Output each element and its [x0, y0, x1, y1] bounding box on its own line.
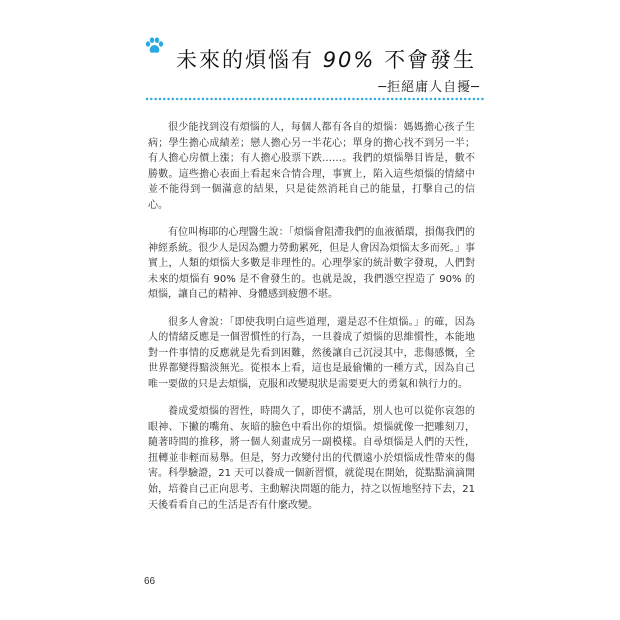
- page-number: 66: [144, 576, 156, 587]
- title-suffix: 不會發生: [384, 48, 477, 72]
- article-body: [148, 120, 475, 525]
- paragraph: 很多人會說：「即使我明白這些道理，還是忍不住煩惱。」的確，因為人的情緒反應是一個習慣性的行為，一旦養成了煩惱的思維慣性，本能地對一件事情的反應就是先看到困難，然後讓自己沉浸其中，悲傷感慨，全世界都變得黯淡無光。從根本上看，這也是最偷懶的一種方式，因為自己唯一要做的只是去煩惱，克服和改變現狀是需要更大的勇氣和執行力的。: [148, 316, 475, 390]
- chapter-title: [176, 44, 477, 74]
- paw-print-icon: [144, 37, 164, 55]
- paragraph: 養成愛煩惱的習性，時間久了，即使不講話，別人也可以從你哀怨的眼神、下撇的嘴角、灰暗的臉色中看出你的煩惱。煩惱就像一把雕刻刀，隨著時間的推移，將一個人刻畫成另一副模樣。自尋煩惱是人們的天性，扭轉並非輕而易舉。但是，努力改變付出的代價遠小於煩惱成性帶來的傷害。科學驗證，21 天可以養成一個新習慣，就從現在開始，從點點滴滴開始，培養自己正向思考、主動解決問題的能力，持之以恆地堅持下去，21 天後看看自己的生活是否有什麼改變。: [148, 406, 475, 511]
- paragraph: 有位叫梅耶的心理醫生說：「煩惱會阻滯我們的血液循環，損傷我們的神經系統。很少人是因為體力勞動累死，但是人會因為煩惱太多而死。」事實上，人類的煩惱大多數是非理性的。心理學家的統計數字發現，人們對未來的煩惱有 90% 是不會發生的。也就是說，我們憑空捏造了 90% 的煩惱，讓自己的精神、身體感到疲憊不堪。: [148, 227, 475, 301]
- title-number: 90%: [322, 48, 376, 72]
- paragraph: 很少能找到沒有煩惱的人，每個人都有各自的煩惱：媽媽擔心孩子生病；學生擔心成績差；戀人擔心另一半花心；單身的擔心找不到另一半；有人擔心房價上漲；有人擔心股票下跌……。我們的煩惱舉目皆是，數不勝數。這些擔心表面上看起來合情合理，事實上，陷入這些煩惱的情緒中並不能得到一個滿意的結果，只是徒然消耗自己的能量，打擊自己的信心。: [148, 122, 475, 211]
- chapter-subtitle: ─拒絕庸人自擾─: [378, 80, 480, 95]
- title-prefix: 未來的煩惱有: [176, 48, 314, 72]
- dotted-divider: [145, 97, 485, 101]
